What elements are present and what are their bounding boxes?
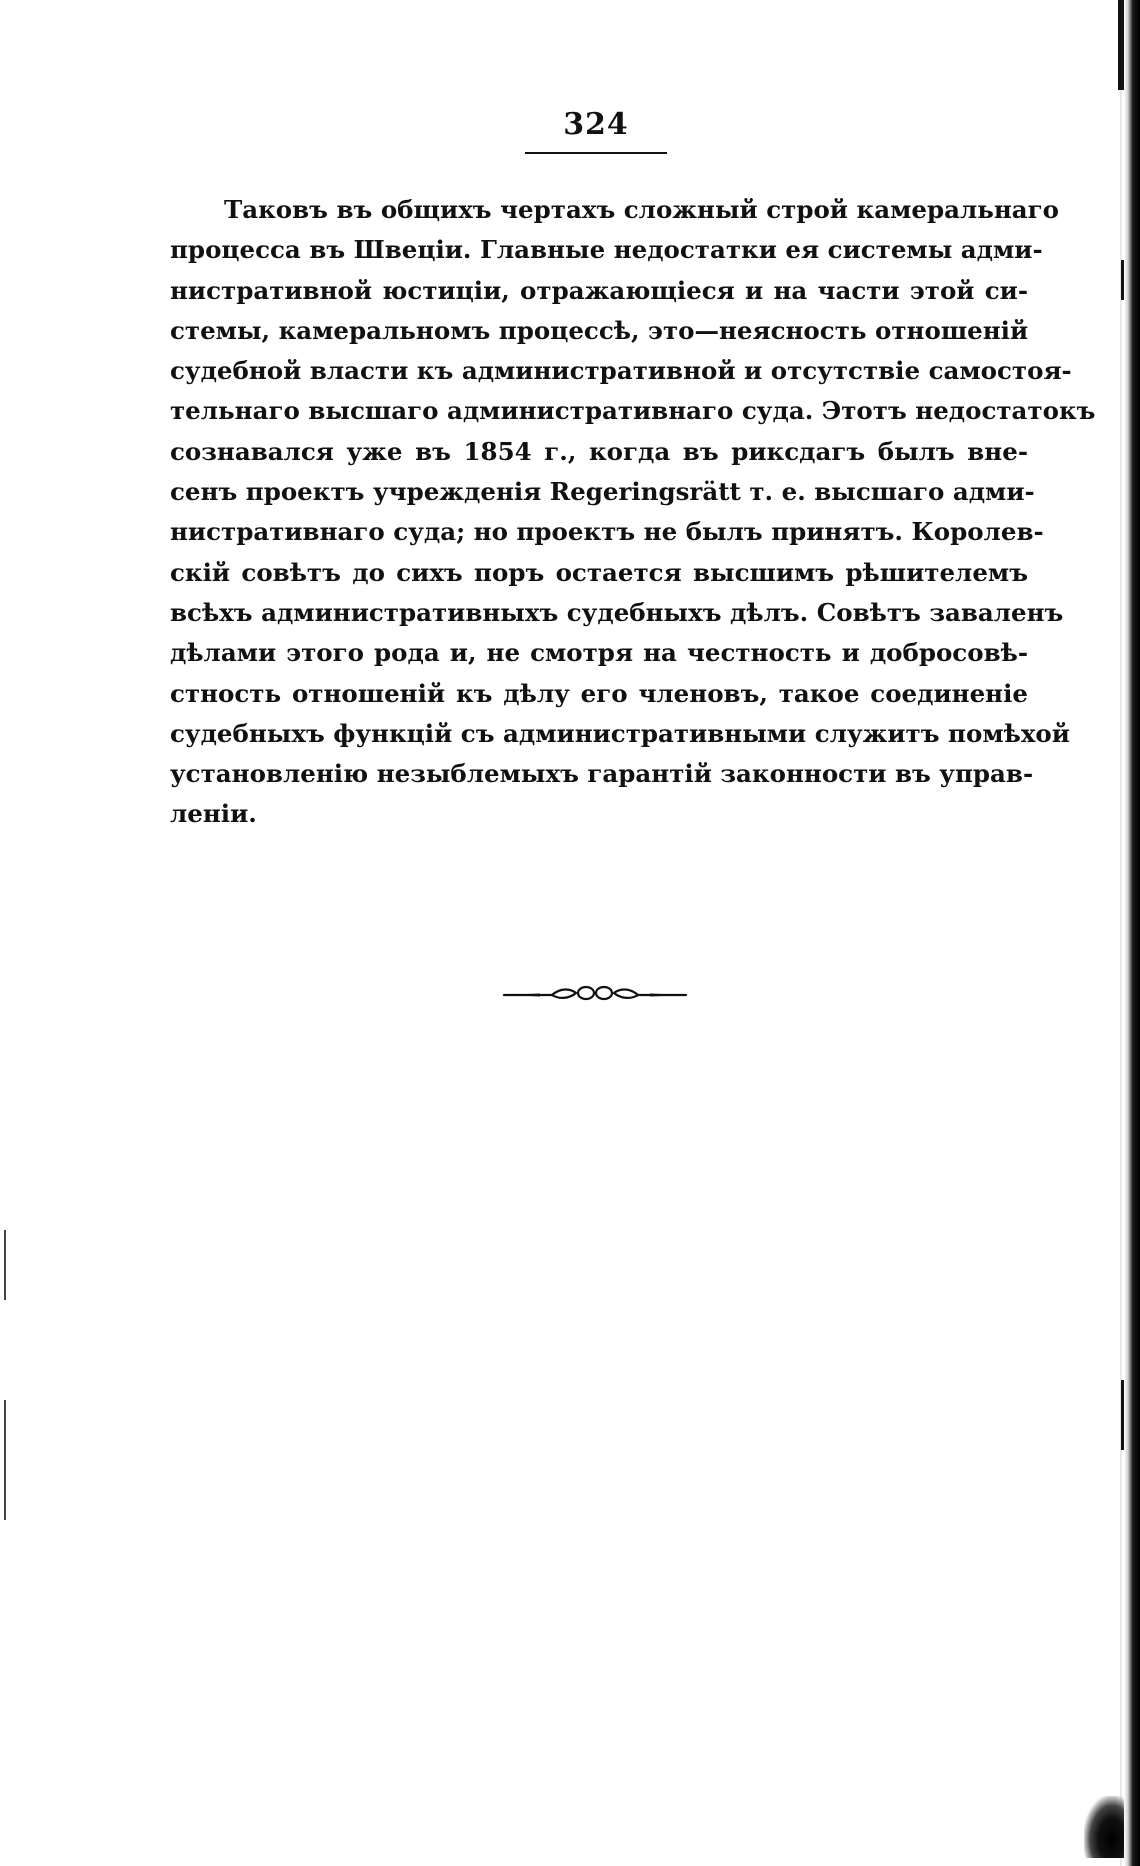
page-edge-mark (1118, 0, 1124, 90)
ornament-flourish-icon (500, 980, 690, 1006)
text-line: сознавался уже въ 1854 г., когда въ риксдагъ былъ вне- (170, 436, 1028, 466)
page-number: 324 (563, 107, 629, 142)
text-line: леніи. (170, 799, 257, 829)
scan-blot (1084, 1796, 1124, 1858)
text-line: процесса въ Швеціи. Главные недостатки ея системы адми- (170, 235, 1043, 265)
text-line: судебныхъ функцій съ административными служитъ помѣхой (170, 718, 1070, 748)
text-line: нистративнаго суда; но проектъ не былъ принятъ. Королев- (170, 517, 1044, 547)
text-line: тельнаго высшаго административнаго суда. Этотъ недостатокъ (170, 396, 1096, 426)
text-line: стность отношеній къ дѣлу его членовъ, такое соединеніе (170, 678, 1028, 708)
body-paragraph (170, 190, 1096, 835)
text-line: всѣхъ административныхъ судебныхъ дѣлъ. Совѣтъ заваленъ (170, 597, 1064, 627)
header-rule (525, 152, 667, 154)
text-line: скій совѣтъ до сихъ поръ остается высшимъ рѣшителемъ (170, 557, 1028, 587)
text-line: сенъ проектъ учрежденія Regeringsrätt т. е. высшаго адми- (170, 477, 1035, 507)
page-edge-mark (1121, 1380, 1124, 1450)
page-edge-mark-left (4, 1230, 6, 1300)
text-line: установленію незыблемыхъ гарантій законности въ управ- (170, 759, 1034, 789)
text-line: Таковъ въ общихъ чертахъ сложный строй камеральнаго (224, 195, 1060, 224)
text-line: стемы, камеральномъ процессѣ, это—неясность отношеній (170, 315, 1029, 345)
page-header (525, 106, 667, 154)
page-edge (1124, 0, 1140, 1866)
text-line: судебной власти къ административной и отсутствіе самостоя- (170, 356, 1072, 386)
text-line: нистративной юстиціи, отражающіеся и на части этой си- (170, 275, 1028, 305)
page-edge-mark (1121, 260, 1124, 300)
text-line: дѣлами этого рода и, не смотря на честность и добросовѣ- (170, 638, 1028, 668)
page-edge-mark-left (4, 1400, 6, 1520)
